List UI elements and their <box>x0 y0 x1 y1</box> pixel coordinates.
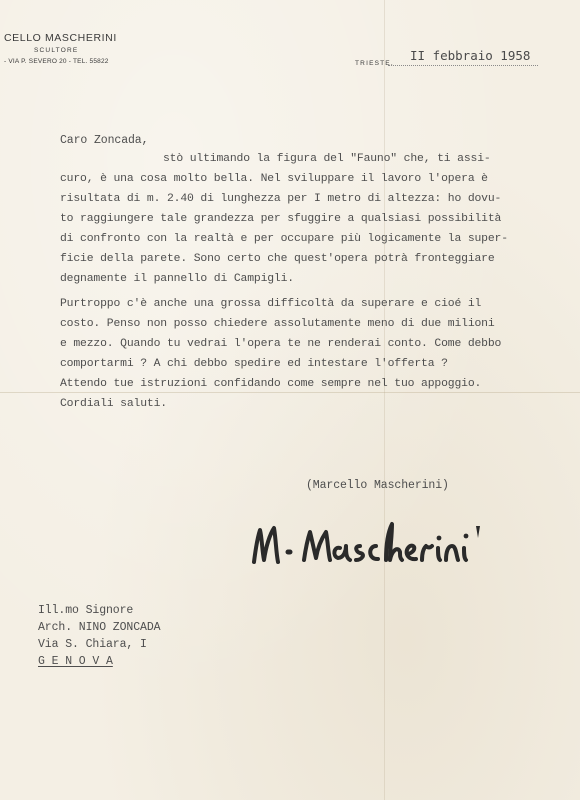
salutation: Caro Zoncada, <box>60 134 149 147</box>
recipient-street: Via S. Chiara, I <box>38 638 147 651</box>
recipient-name: Arch. NINO ZONCADA <box>38 621 161 634</box>
paper-fold-horizontal <box>0 392 580 393</box>
recipient-line-1: Ill.mo Signore <box>38 604 134 617</box>
letterhead-name: CELLO MASCHERINI <box>4 32 117 44</box>
recipient-city: G E N O V A <box>38 655 113 668</box>
letterhead-role: SCULTORE <box>34 47 79 54</box>
signature-icon <box>248 516 488 572</box>
paper-fold-vertical <box>384 0 385 800</box>
letter-date: II febbraio 1958 <box>410 48 531 63</box>
body-line: comportarmi ? A chi debbo spedire ed intestare l'offerta ? <box>60 358 448 370</box>
body-line: ficie della parete. Sono certo che quest'opera potrà fronteggiare <box>60 253 495 265</box>
body-line: degnamente il pannello di Campigli. <box>60 273 294 285</box>
body-line: costo. Penso non posso chiedere assolutamente meno di due milioni <box>60 318 495 330</box>
body-line: curo, è una cosa molto bella. Nel sviluppare il lavoro l'opera è <box>60 173 488 185</box>
letterhead <box>4 32 117 67</box>
body-line: Purtroppo c'è anche una grossa difficoltà da superare e cioé il <box>60 298 482 310</box>
handwritten-signature <box>248 516 488 577</box>
typed-signature: (Marcello Mascherini) <box>306 479 449 492</box>
letterhead-address: - VIA P. SEVERO 20 - TEL. 55822 <box>4 58 109 65</box>
body-line: to raggiungere tale grandezza per sfuggire a qualsiasi possibilità <box>60 213 502 225</box>
body-line: e mezzo. Quando tu vedrai l'opera te ne renderai conto. Come debbo <box>60 338 502 350</box>
date-line <box>388 65 538 66</box>
body-line: risultata di m. 2.40 di lunghezza per I metro di altezza: ho dovu- <box>60 193 502 205</box>
body-line: Cordiali saluti. <box>60 398 167 410</box>
body-line: Attendo tue istruzioni confidando come sempre nel tuo appoggio. <box>60 378 482 390</box>
body-line: stò ultimando la figura del "Fauno" che, ti assi- <box>163 153 491 165</box>
body-line: di confronto con la realtà e per occupare più logicamente la super- <box>60 233 508 245</box>
place-label: TRIESTE, <box>355 60 394 67</box>
